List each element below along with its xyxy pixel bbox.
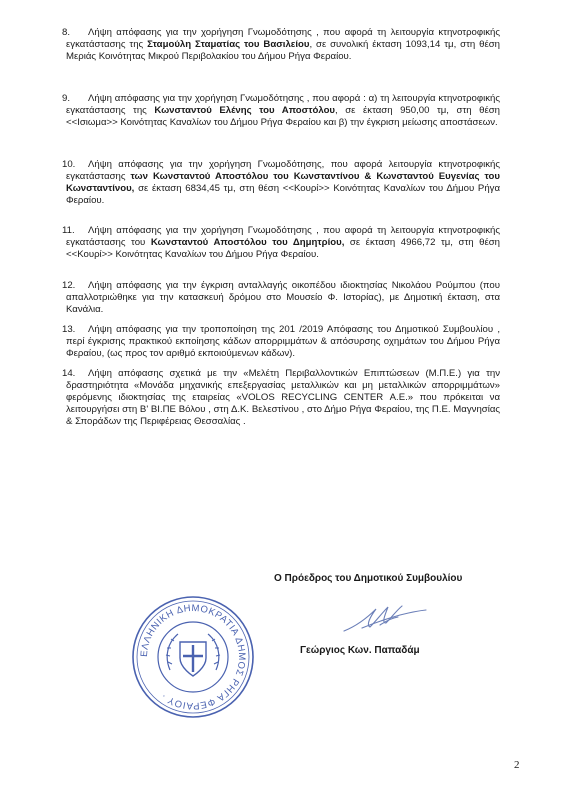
agenda-item-text (66, 368, 500, 428)
agenda-item (62, 368, 500, 428)
agenda-item-text (66, 324, 500, 360)
agenda-item-text-part: σε έκταση 4966,72 τμ, στη θέση <<Κουρί>> Κοινότητας Καναλίων του Δήμου Ρήγα Φεραίου. (66, 237, 500, 260)
agenda-item (62, 280, 500, 316)
agenda-item-number: 13. (62, 324, 76, 335)
agenda-item-text-part: Λήψη απόφασης για την χορήγηση Γνωμοδότησης , που αφορά τη λειτουργία κτηνοτροφικής εγκατάστασης της (66, 27, 500, 50)
agenda-item-number: 14. (62, 368, 76, 379)
chairman-name: Γεώργιος Κων. Παπαδάμ (300, 645, 420, 656)
agenda-item (62, 159, 501, 207)
agenda-item-text-part: Λήψη απόφασης για την χορήγηση Γνωμοδότησης, που αφορά λειτουργία κτηνοτροφικής εγκατάστασης (66, 159, 500, 182)
svg-text:ΕΛΛΗΝΙΚΗ ΔΗΜΟΚΡΑΤΙΑ ΔΗΜΟΣ ΡΗΓΑ: ΕΛΛΗΝΙΚΗ ΔΗΜΟΚΡΑΤΙΑ ΔΗΜΟΣ ΡΗΓΑ ΦΕΡΑΙΟΥ · (138, 602, 248, 712)
agenda-item-text-part: Λήψη απόφασης για την έγκριση ανταλλαγής οικοπέδου ιδιοκτησίας Νικολάου Ρούμπου (που απαλλοτριώθηκε για την κατασκευή δρόμου στο Μουσείο Φ. Ιστορίας), με Δημοτική έκταση, στα Κανάλια. (66, 280, 500, 315)
agenda-item-number: 12. (62, 280, 76, 291)
handwritten-signature (340, 601, 430, 635)
agenda-item-text (66, 225, 500, 261)
agenda-item-text-part: Λήψη απόφασης για την χορήγηση Γνωμοδότησης , που αφορά τη λειτουργία κτηνοτροφικής εγκατάστασης του (66, 225, 500, 248)
agenda-item (62, 27, 500, 63)
agenda-item-bold-name: Κωνσταντού Ελένης του Αποστόλου (154, 105, 336, 116)
agenda-item-bold-name: Κωνσταντού Αποστόλου του Δημητρίου, (150, 237, 345, 248)
agenda-item-text (66, 93, 500, 129)
agenda-item-number: 8. (62, 27, 71, 38)
agenda-item (62, 225, 500, 261)
agenda-item-text-part: , σε έκταση 950,00 τμ, στη θέση <<Ισιωμα>> Κοινότητας Καναλίων του Δήμου Ρήγα Φεραίου και β) την έγκριση μείωσης αποστάσεων. (66, 105, 500, 128)
agenda-item-number: 11. (62, 225, 75, 236)
agenda-item-text-part: Λήψη απόφασης για την χορήγηση Γνωμοδότησης , που αφορά : α) τη λειτουργία κτηνοτροφικής εγκατάστασης της (66, 93, 500, 116)
chairman-title: Ο Πρόεδρος του Δημοτικού Συμβουλίου (274, 573, 463, 584)
agenda-item-text-part: σε έκταση 6834,45 τμ, στη θέση <<Κουρί>> Κοινότητας Καναλίων του Δήμου Ρήγα Φεραίου. (66, 183, 500, 206)
agenda-item-number: 9. (62, 93, 71, 104)
agenda-item-bold-name: Σταμούλη Σταματίας του Βασιλείου (147, 39, 310, 50)
agenda-item-text-part: Λήψη απόφασης σχετικά με την «Μελέτη Περιβαλλοντικών Επιπτώσεων (Μ.Π.Ε.) για την δραστηριότητα «Μονάδα μηχανικής επεξεργασίας μεταλλικών και μη μεταλλικών απορριμμάτων» φερόμενης ιδιοκτησίας της εταιρείας «VOLOS RECYCLING CENTER Α.Ε.» που πρόκειται να λειτουργήσει στη Β' ΒΙ.ΠΕ Βόλου , στη Δ.Κ. Βελεστίνου , στο Δήμο Ρήγα Φεραίου, της Π.Ε. Μαγνησίας & Σποράδων της Περιφέρειας Θεσσαλίας . (66, 368, 500, 427)
agenda-item-text (66, 280, 500, 316)
agenda-item-text (66, 27, 500, 63)
agenda-item-number: 10. (62, 159, 76, 170)
agenda-item (62, 93, 500, 129)
agenda-item-bold-name: των Κωνσταντού Αποστόλου του Κωνσταντίνου & Κωνσταντού Ευγενίας του Κωνσταντίνου, (66, 171, 501, 194)
agenda-item (62, 324, 500, 360)
agenda-item-text-part: Λήψη απόφασης για την τροποποίηση της 201 /2019 Απόφασης του Δημοτικού Συμβουλίου , περί έγκρισης πρακτικού εκποίησης κάδων απορριμμάτων & απόσυρσης οχημάτων του Δήμου Ρήγα Φεραίου, (ως προς τον αριθμό εκποιούμενων κάδων). (66, 324, 500, 359)
municipality-seal (128, 592, 258, 722)
page-number: 2 (514, 759, 520, 771)
agenda-item-text-part: , σε συνολική έκταση 1093,14 τμ, στη θέση Μεριάς Κοινότητας Μικρού Περιβολακίου του Δήμου Ρήγα Φεραίου. (66, 39, 500, 62)
agenda-item-text (66, 159, 500, 207)
